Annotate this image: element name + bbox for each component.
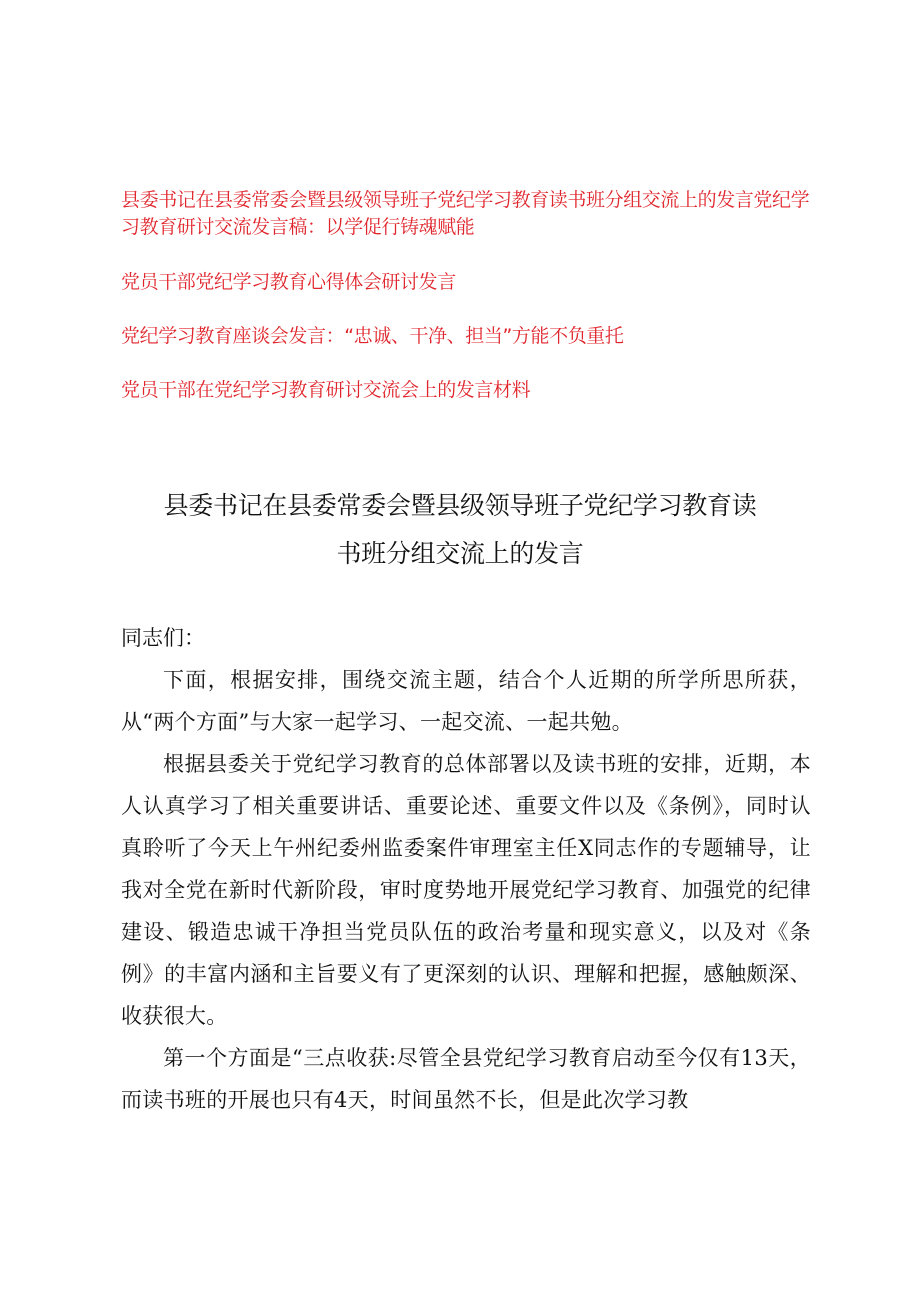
toc-link[interactable]: 县委书记在县委常委会暨县级领导班子党纪学习教育读书班分组交流上的发言党纪学习教育研讨交流发言稿：以学促行铸魂赋能 — [121, 189, 810, 238]
body-paragraph: 根据县委关于党纪学习教育的总体部署以及读书班的安排，近期，本人认真学习了相关重要讲话、重要论述、重要文件以及《条例》，同时认真聆听了今天上午州纪委州监委案件审理室主任X同志作的专题辅导，让我对全党在新时代新阶段，审时度势地开展党纪学习教育、加强党的纪律建设、锻造忠诚干净担当党员队伍的政治考量和现实意义，以及对《条例》的丰富内涵和主旨要义有了更深刻的认识、理解和把握，感触颇深、收获很大。 — [121, 752, 811, 1028]
body-paragraph: 下面，根据安排，围绕交流主题，结合个人近期的所学所思所获，从“两个方面”与大家一起学习、一起交流、一起共勉。 — [121, 668, 811, 734]
document-body — [121, 617, 811, 1121]
toc-link[interactable]: 党员干部在党纪学习教育研讨交流会上的发言材料 — [121, 379, 531, 401]
toc-link[interactable]: 党纪学习教育座谈会发言：“忠诚、干净、担当”方能不负重托 — [121, 325, 624, 347]
salutation: 同志们： — [121, 626, 205, 650]
document-title-line: 书班分组交流上的发言 — [336, 539, 584, 568]
toc-link[interactable]: 党员干部党纪学习教育心得体会研讨发言 — [121, 271, 456, 293]
document-title — [100, 482, 820, 578]
table-of-contents — [121, 187, 821, 431]
body-paragraph: 第一个方面是“三点收获:尽管全县党纪学习教育启动至今仅有13天，而读书班的开展也只有4天，时间虽然不长，但是此次学习教 — [121, 1046, 811, 1112]
document-title-line: 县委书记在县委常委会暨县级领导班子党纪学习教育读 — [163, 491, 757, 520]
